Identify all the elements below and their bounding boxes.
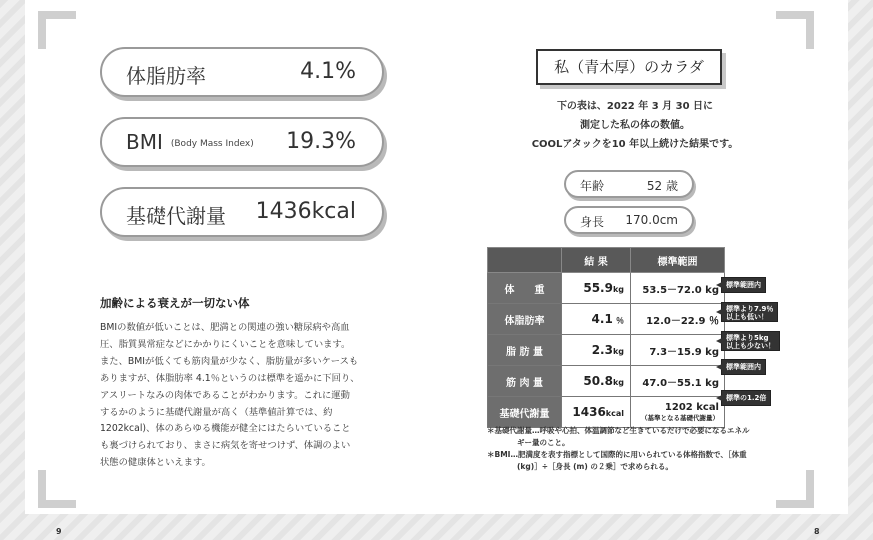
row-result: 4.1 ％ [562,304,631,335]
page-number-left: 9 [56,527,62,536]
body-line: また、BMIが低くても筋肉量が少なく、脂肪量が多いケースも [100,355,359,367]
note-tag: 標準の1.2倍 [721,390,771,406]
table-header-standard: 標準範囲 [631,248,725,273]
intro-text [500,97,770,154]
body-line: するかのように基礎代謝量が高く（基準値計算では、約 [100,406,333,418]
row-label: 基礎代謝量 [488,397,562,428]
body-line: BMIの数値が低いことは、肥満との関連の強い糖尿病や高血 [100,322,350,333]
row-result: 50.8kg [562,366,631,397]
corner-bracket-top-right [776,11,814,49]
metric-body-fat [100,47,384,97]
row-label: 筋 肉 量 [488,366,562,397]
body-line: 状態の健康体といえます。 [100,457,211,469]
metric-value: 19.3% [286,129,356,154]
profile-value: 170.0cm [625,213,678,227]
body-line: 圧、脂質異常症などにかかりにくいことを意味しています。 [100,338,351,350]
page-number-right: 8 [814,527,820,536]
note-tag: 標準範囲内 [721,359,766,375]
body-line: 1202kcal)、体のあらゆる機能が健全にはたらいていること [100,423,351,435]
body-composition-table [487,247,725,428]
footnote-line: ギー量のこと。 [517,438,570,447]
corner-bracket-bottom-left [38,470,76,508]
row-result: 1436kcal [562,397,631,428]
metric-bmi [100,117,384,167]
body-line: ありますが、体脂肪率 4.1％というのは標準を遥かに下回り、 [100,372,360,384]
corner-bracket-bottom-right [776,470,814,508]
table-row [488,366,725,397]
table-row [488,397,725,428]
metric-label: 体脂肪率 [126,64,206,88]
row-result: 55.9kg [562,273,631,304]
row-label: 体 重 [488,273,562,304]
intro-line: 測定した私の体の数値。 [580,120,690,131]
footnote-line: (kg)］÷［身長 (m) の２乗］で求められる。 [517,462,673,471]
row-label: 脂 肪 量 [488,335,562,366]
row-standard-sub: （基準となる基礎代謝量） [641,414,719,422]
profile-label: 年齢 [580,179,605,193]
intro-line: COOLアタックを10 年以上続けた結果です。 [531,139,739,150]
table-row [488,304,725,335]
metric-basal-metabolism [100,187,384,237]
page-title: 私（青木厚）のカラダ [536,49,722,85]
profile-height [564,206,694,234]
body-line: も裏づけられており、まさに病気を寄せつけず、体調のよい [100,440,351,452]
row-label: 体脂肪率 [488,304,562,335]
metric-value: 4.1% [300,59,356,84]
profile-label: 身長 [580,215,605,229]
section-heading: 加齢による衰えが一切ない体 [100,296,250,310]
profile-age [564,170,694,198]
metric-label: 基礎代謝量 [126,204,226,228]
row-standard: 47.0－55.1 kg [631,366,725,397]
corner-bracket-top-left [38,11,76,49]
intro-line: 下の表は、2022 年 3 月 30 日に [556,101,714,112]
row-standard: 12.0－22.9 ％ [631,304,725,335]
row-standard: 53.5－72.0 kg [631,273,725,304]
table-header-result: 結 果 [562,248,631,273]
profile-value: 52 歳 [646,179,678,193]
metric-label: BMI $^{(Body Mass Index)}$ [126,130,254,154]
note-tag: 標準より5kg 以上も少ない！ [721,331,780,351]
footnotes [487,425,787,473]
footnote-line: ＊基礎代謝量…呼吸や心拍、体温調節など生きているだけで必要になるエネル [487,426,750,435]
footnote-line: ＊BMI…肥満度を表す指標として国際的に用いられている体格指数で、［体重 [487,450,747,459]
row-standard: 7.3－15.9 kg [631,335,725,366]
table-row [488,273,725,304]
body-paragraph [100,320,390,472]
row-result: 2.3kg [562,335,631,366]
note-tag: 標準より7.9％ 以上も低い！ [721,302,778,322]
table-header-blank [488,248,562,273]
metric-value: 1436kcal [255,199,356,224]
metric-sublabel: (Body Mass Index) [170,139,254,149]
body-line: アスリートなみの肉体であることがわかります。これに運動 [100,389,350,401]
table-row [488,335,725,366]
row-standard: 1202 kcal （基準となる基礎代謝量） [631,397,725,428]
note-tag: 標準範囲内 [721,277,766,293]
